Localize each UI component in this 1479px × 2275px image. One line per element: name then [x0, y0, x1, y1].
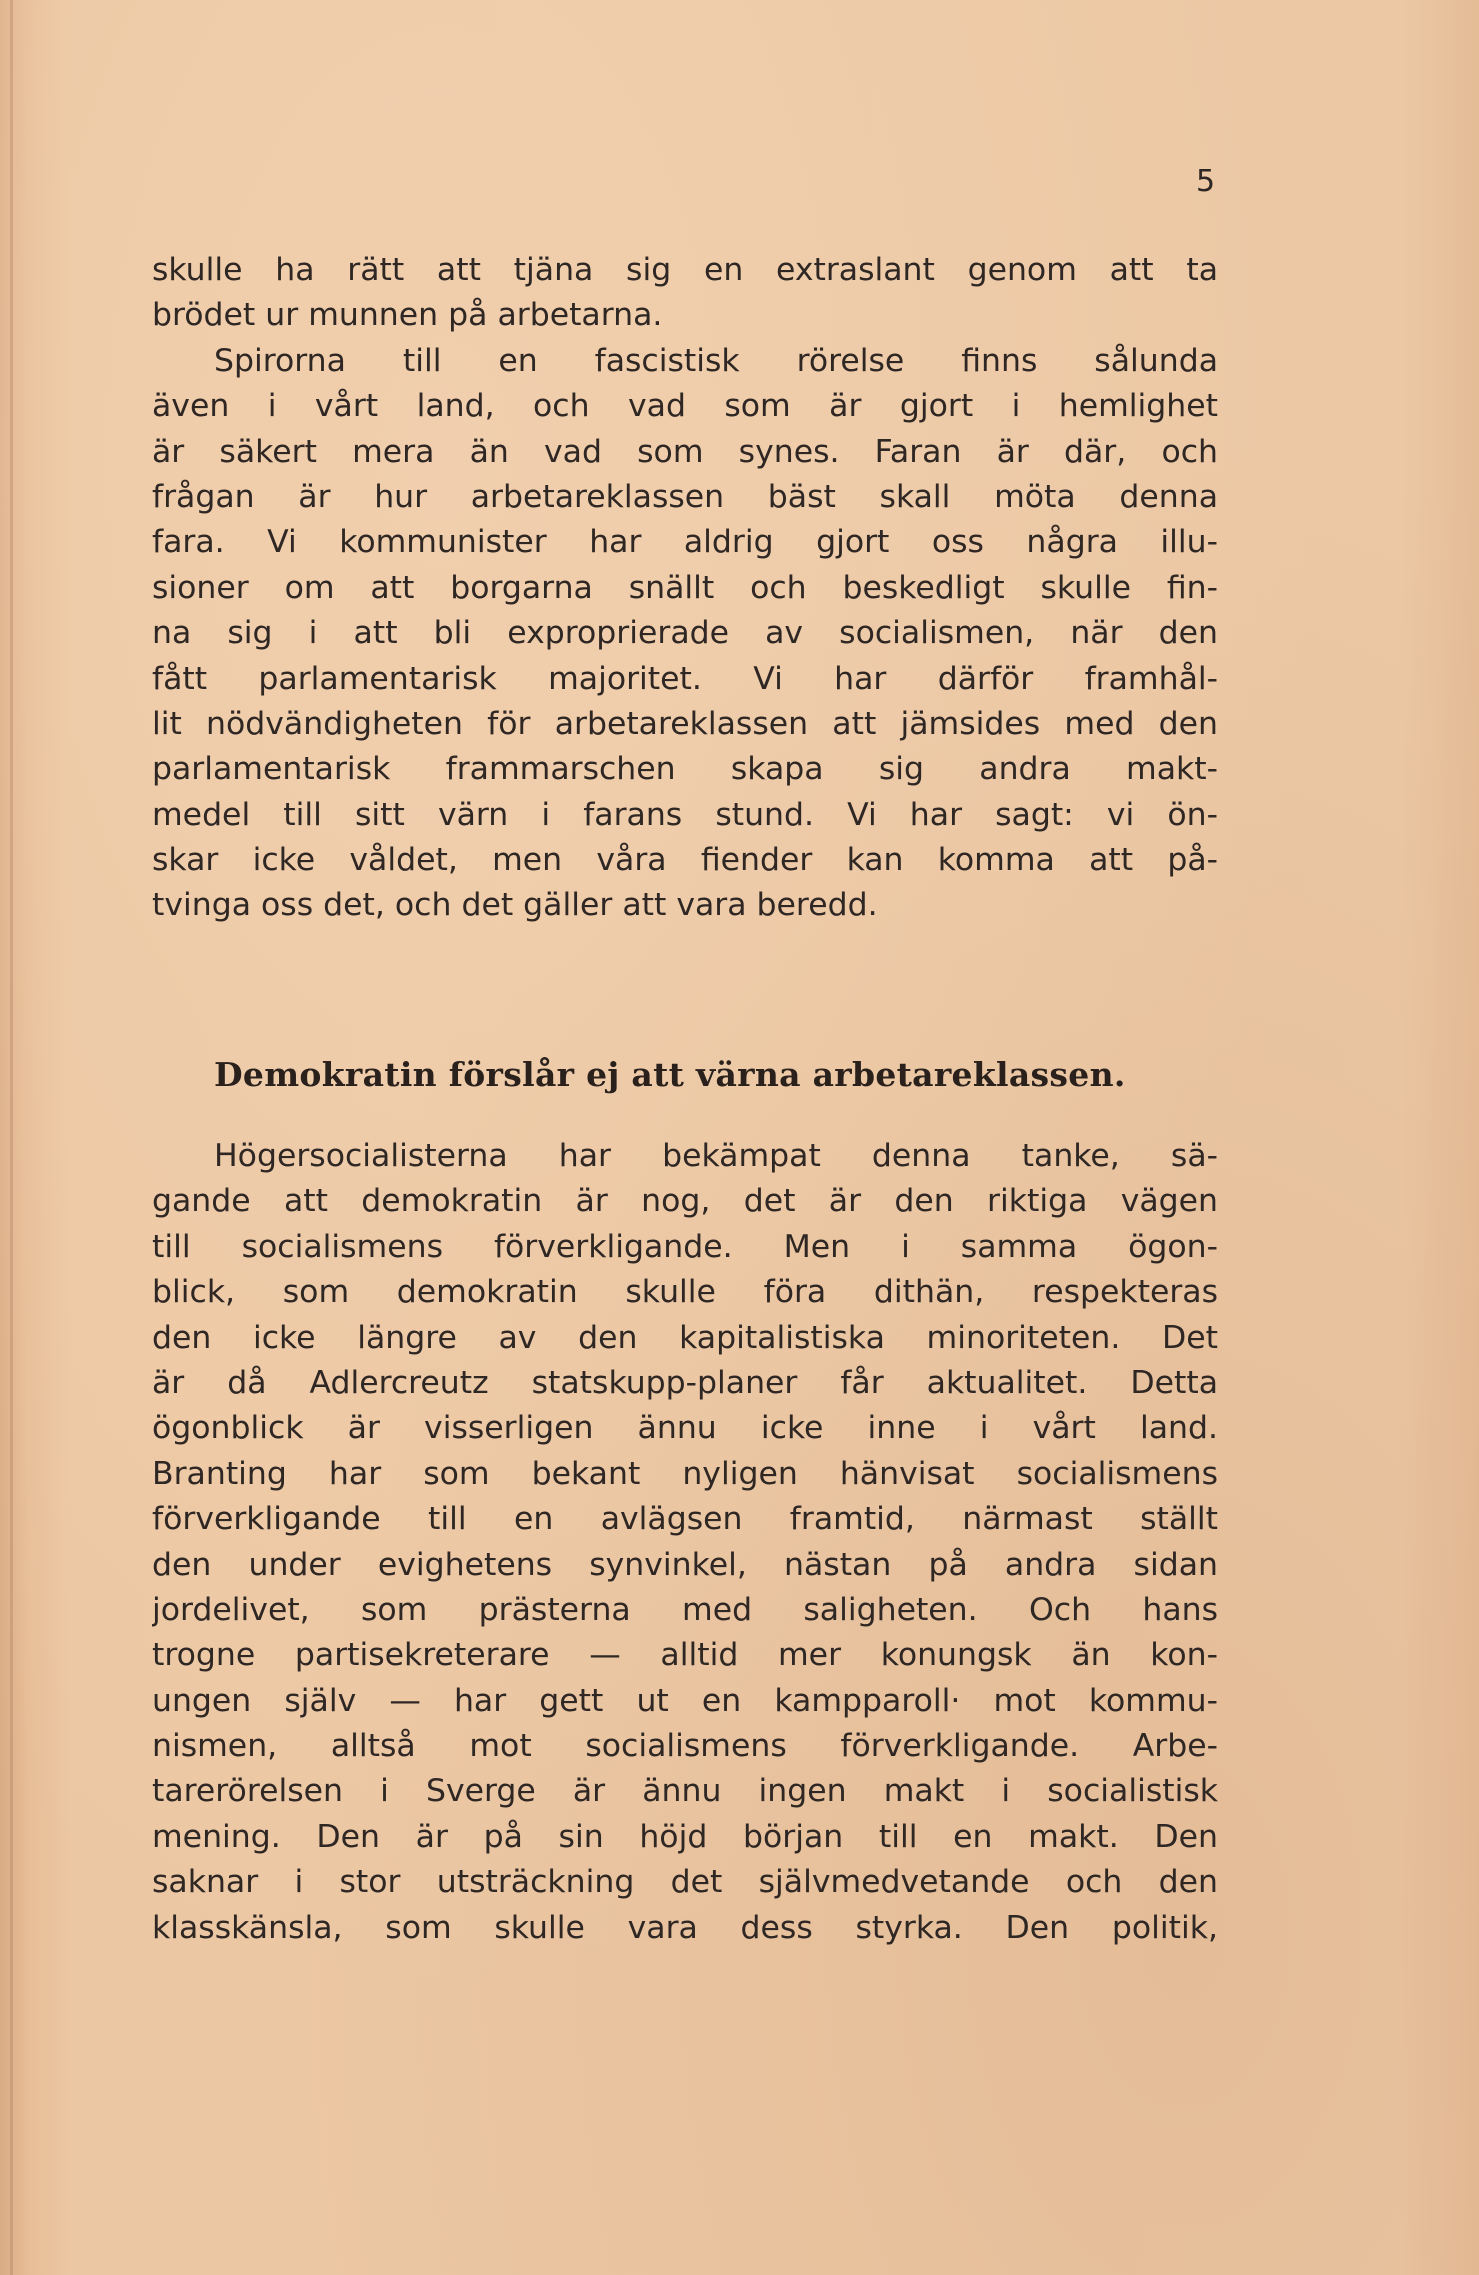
text-line: frågan är hur arbetareklassen bäst skall möta denna	[152, 478, 1218, 515]
text-line: medel till sitt värn i farans stund. Vi har sagt: vi ön-	[152, 796, 1218, 833]
text-line: gande att demokratin är nog, det är den riktiga vägen	[152, 1183, 1218, 1220]
text-line: skar icke våldet, men våra fiender kan komma att på-	[152, 842, 1218, 879]
text-line: även i vårt land, och vad som är gjort i hemlighet	[152, 388, 1218, 425]
text-line: förverkligande till en avlägsen framtid, närmast ställt	[152, 1501, 1218, 1538]
text-line: den under evighetens synvinkel, nästan på andra sidan	[152, 1546, 1218, 1583]
paragraph-section-1	[152, 248, 1218, 929]
text-line: jordelivet, som prästerna med saligheten. Och hans	[152, 1591, 1218, 1628]
text-line: den icke längre av den kapitalistiska minoriteten. Det	[152, 1319, 1218, 1356]
text-line: na sig i att bli exproprierade av socialismen, när den	[152, 615, 1218, 652]
text-line: brödet ur munnen på arbetarna.	[152, 297, 663, 334]
text-line: fara. Vi kommunister har aldrig gjort oss några illu-	[152, 524, 1218, 561]
text-line: ögonblick är visserligen ännu icke inne i vårt land.	[152, 1410, 1218, 1447]
text-line: mening. Den är på sin höjd början till en makt. Den	[152, 1818, 1218, 1855]
page-number: 5	[1196, 164, 1216, 199]
text-line: nismen, alltså mot socialismens förverkligande. Arbe-	[152, 1728, 1218, 1765]
text-line: ungen själv — har gett ut en kampparoll· mot kommu-	[152, 1682, 1218, 1719]
text-line: skulle ha rätt att tjäna sig en extraslant genom att ta	[152, 252, 1218, 288]
text-line: Högersocialisterna har bekämpat denna tanke, sä-	[214, 1138, 1218, 1174]
paragraph-section-2	[152, 1134, 1218, 1951]
text-line: klasskänsla, som skulle vara dess styrka. Den politik,	[152, 1909, 1218, 1946]
text-line: till socialismens förverkligande. Men i samma ögon-	[152, 1228, 1218, 1265]
text-line: parlamentarisk frammarschen skapa sig andra makt-	[152, 751, 1218, 788]
text-line: Spirorna till en fascistisk rörelse finns sålunda	[214, 342, 1218, 379]
text-line: är då Adlercreutz statskupp-planer får aktualitet. Detta	[152, 1364, 1218, 1401]
section-heading: Demokratin förslår ej att värna arbetareklassen.	[214, 1055, 1126, 1094]
text-line: fått parlamentarisk majoritet. Vi har därför framhål-	[152, 660, 1218, 697]
text-line: blick, som demokratin skulle föra dithän, respekteras	[152, 1274, 1218, 1311]
text-line: sioner om att borgarna snällt och beskedligt skulle fin-	[152, 569, 1218, 606]
text-line: saknar i stor utsträckning det självmedvetande och den	[152, 1864, 1218, 1901]
text-line: trogne partisekreterare — alltid mer konungsk än kon-	[152, 1637, 1218, 1674]
text-line: lit nödvändigheten för arbetareklassen att jämsides med den	[152, 705, 1218, 742]
text-line: är säkert mera än vad som synes. Faran är där, och	[152, 433, 1218, 470]
text-line: Branting har som bekant nyligen hänvisat socialismens	[152, 1455, 1218, 1492]
page-fold-shadow	[10, 0, 13, 2275]
text-line: tarerörelsen i Sverge är ännu ingen makt i socialistisk	[152, 1773, 1218, 1810]
text-line: tvinga oss det, och det gäller att vara beredd.	[152, 887, 878, 924]
